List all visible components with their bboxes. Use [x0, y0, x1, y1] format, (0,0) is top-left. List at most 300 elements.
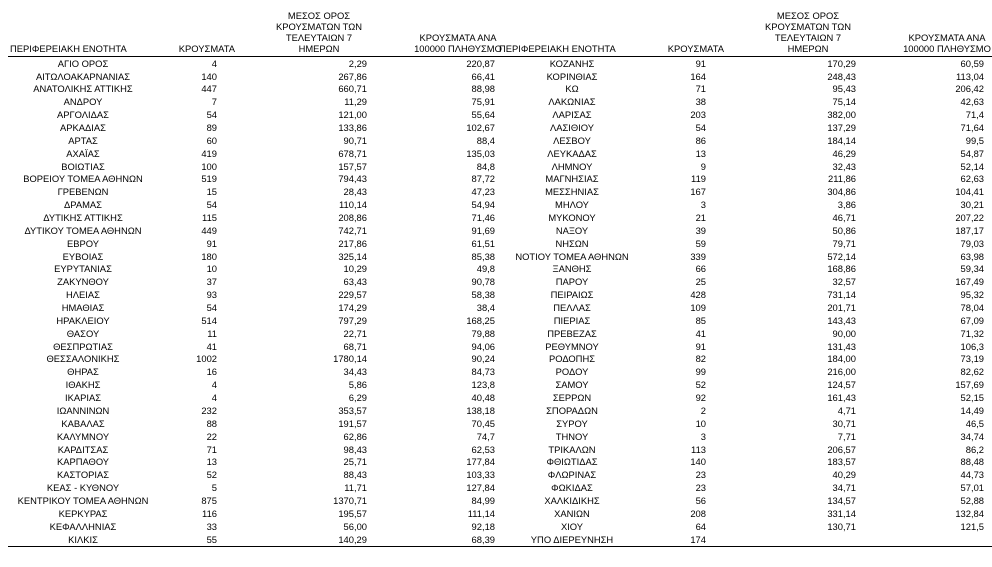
cell-cases-per-100k: 85,38 [471, 250, 495, 262]
table-row [497, 456, 992, 469]
right-cases-table [497, 10, 992, 547]
cell-7day-average: 46,71 [832, 212, 856, 224]
cell-7day-average: 216,00 [827, 366, 856, 378]
cell-cases-per-100k: 103,33 [466, 469, 495, 481]
cell-regional-unit: ΛΗΜΝΟΥ [551, 160, 593, 172]
table-row [8, 121, 503, 134]
cell-7day-average: 56,00 [343, 520, 367, 532]
cell-cases: 11 [207, 327, 217, 339]
table-row [497, 224, 992, 237]
table-row [497, 276, 992, 289]
cell-7day-average: 28,43 [343, 186, 367, 198]
cell-7day-average: 248,43 [827, 70, 856, 82]
cell-7day-average: 191,57 [338, 417, 367, 429]
cell-regional-unit: ΥΠΟ ΔΙΕΡΕΥΝΗΣΗ [497, 533, 647, 546]
cell-regional-unit: ΚΑΡΠΑΘΟΥ [56, 456, 110, 468]
cell-cases: 174 [647, 533, 724, 546]
cell-7day-average: 11,71 [344, 482, 367, 494]
cell-7day-average: 98,43 [343, 443, 367, 455]
cell-regional-unit: ΘΑΣΟΥ [66, 327, 100, 339]
table-row [8, 147, 503, 160]
cell-cases: 82 [695, 353, 706, 365]
cell-7day-average: 40,29 [832, 469, 856, 481]
cell-cases-per-100k: 106,3 [960, 340, 984, 352]
cell-regional-unit: ΓΡΕΒΕΝΩΝ [57, 186, 109, 198]
cell-cases: 180 [201, 250, 217, 262]
table-row [497, 83, 992, 96]
table-row [8, 160, 503, 173]
cell-regional-unit: ΠΙΕΡΙΑΣ [553, 314, 591, 326]
cell-cases: 4 [211, 392, 217, 404]
cell-7day-average: 731,14 [827, 289, 856, 301]
cell-cases: 109 [690, 302, 706, 314]
cell-cases-per-100k: 71,64 [960, 122, 984, 134]
cell-7day-average: 161,43 [827, 392, 856, 404]
cell-cases: 23 [695, 482, 706, 494]
table-row [8, 301, 503, 314]
table-row [8, 224, 503, 237]
cell-cases: 4 [211, 379, 217, 391]
cell-cases-per-100k: 220,87 [466, 57, 495, 69]
cell-cases-per-100k: 52,88 [960, 494, 984, 506]
header-7day-average: ΜΕΣΟΣ ΟΡΟΣ ΚΡΟΥΣΜΑΤΩΝ ΤΩΝ ΤΕΛΕΥΤΑΙΩΝ 7 ΗΜΕΡΩΝ [724, 10, 892, 57]
table-row [497, 314, 992, 327]
table-row [8, 494, 503, 507]
table-row [8, 57, 503, 70]
cell-7day-average: 168,86 [827, 263, 856, 275]
cell-regional-unit: ΤΡΙΚΑΛΩΝ [548, 443, 596, 455]
cell-regional-unit: ΕΥΒΟΙΑΣ [62, 250, 104, 262]
cell-7day-average: 1780,14 [333, 353, 367, 365]
cell-7day-average: 34,43 [343, 366, 367, 378]
cell-cases: 88 [206, 417, 217, 429]
cell-7day-average: 208,86 [338, 212, 367, 224]
cell-7day-average: 183,57 [827, 456, 856, 468]
table-row [497, 404, 992, 417]
cell-cases-per-100k: 94,06 [471, 340, 495, 352]
cell-7day-average: 110,14 [339, 199, 367, 211]
cell-cases: 2 [700, 404, 706, 416]
cell-regional-unit: ΑΡΚΑΔΙΑΣ [60, 122, 106, 134]
table-row [497, 250, 992, 263]
cell-regional-unit: ΚΟΖΑΝΗΣ [549, 57, 595, 69]
cell-cases: 13 [206, 456, 217, 468]
table-row [497, 378, 992, 391]
cell-7day-average: 217,86 [338, 237, 367, 249]
cell-7day-average: 170,29 [827, 57, 856, 69]
table-row [497, 443, 992, 456]
cell-cases-per-100k: 187,17 [955, 224, 984, 236]
cell-cases-per-100k: 70,45 [471, 417, 495, 429]
cell-7day-average: 267,86 [338, 70, 367, 82]
cell-cases: 71 [206, 443, 217, 455]
cell-cases-per-100k: 71,4 [965, 109, 984, 121]
cell-7day-average: 79,71 [832, 237, 856, 249]
cell-cases-per-100k: 86,2 [965, 443, 984, 455]
cell-regional-unit: ΠΕΙΡΑΙΩΣ [550, 289, 594, 301]
cell-cases: 116 [202, 507, 217, 519]
table-row [8, 443, 503, 456]
cell-cases-per-100k: 14,49 [960, 404, 984, 416]
cell-cases-per-100k: 95,32 [960, 289, 984, 301]
table-row [8, 520, 503, 533]
cell-cases-per-100k: 102,67 [466, 122, 495, 134]
cell-cases: 428 [690, 289, 706, 301]
cell-cases-per-100k: 121,5 [960, 520, 984, 532]
cell-regional-unit: ΘΗΡΑΣ [67, 366, 99, 378]
table-row [8, 404, 503, 417]
cell-cases: 113 [691, 443, 706, 455]
cell-cases-per-100k: 63,98 [960, 250, 984, 262]
cell-7day-average: 30,71 [832, 417, 856, 429]
cell-regional-unit: ΔΥΤΙΚΟΥ ΤΟΜΕΑ ΑΘΗΝΩΝ [24, 224, 142, 236]
cell-7day-average: 32,57 [832, 276, 856, 288]
cell-cases: 167 [690, 186, 706, 198]
cell-cases: 10 [695, 417, 706, 429]
cell-cases-per-100k: 104,41 [955, 186, 984, 198]
cell-cases: 7 [211, 96, 217, 108]
cell-7day-average: 797,29 [338, 314, 367, 326]
cell-cases: 22 [206, 430, 217, 442]
cell-cases: 54 [206, 199, 217, 211]
table-row [497, 494, 992, 507]
cell-7day-average: 6,29 [348, 392, 367, 404]
table-row [8, 481, 503, 494]
cell-cases: 39 [695, 224, 706, 236]
cell-7day-average: 25,71 [343, 456, 367, 468]
cell-7day-average: 157,57 [338, 160, 367, 172]
table-row [8, 533, 503, 546]
cell-cases: 37 [206, 276, 217, 288]
cell-cases-per-100k: 52,15 [960, 392, 984, 404]
table-row [8, 507, 503, 520]
cell-cases-per-100k: 88,48 [960, 456, 984, 468]
cell-cases: 5 [211, 482, 217, 494]
cell-7day-average: 95,43 [832, 83, 856, 95]
cell-regional-unit: ΚΕΦΑΛΛΗΝΙΑΣ [49, 520, 117, 532]
table-row [8, 366, 503, 379]
cell-cases-per-100k [892, 533, 992, 546]
cell-cases: 41 [206, 340, 217, 352]
header-cases-per-100k: ΚΡΟΥΣΜΑΤΑ ΑΝΑ 100000 ΠΛΗΘΥΣΜΟ [403, 10, 503, 57]
table-row [497, 147, 992, 160]
cell-cases-per-100k: 91,69 [471, 224, 495, 236]
cell-cases: 9 [700, 160, 706, 172]
cell-7day-average: 325,14 [338, 250, 367, 262]
cell-cases: 419 [201, 147, 217, 159]
cell-regional-unit: ΑΡΓΟΛΙΔΑΣ [57, 109, 109, 121]
cell-7day-average: 62,86 [343, 430, 367, 442]
table-row [8, 198, 503, 211]
cell-cases: 164 [690, 70, 706, 82]
cell-cases-per-100k: 61,51 [471, 237, 495, 249]
cell-cases-per-100k: 59,34 [960, 263, 984, 275]
table-row [8, 314, 503, 327]
cell-7day-average: 794,43 [338, 173, 367, 185]
cell-cases: 119 [691, 173, 706, 185]
cell-7day-average: 68,71 [343, 340, 367, 352]
cell-cases: 56 [695, 494, 706, 506]
cell-7day-average: 304,86 [827, 186, 856, 198]
cell-regional-unit: ΑΧΑΪΑΣ [66, 147, 100, 159]
cell-regional-unit: ΜΕΣΣΗΝΙΑΣ [545, 186, 599, 198]
cell-regional-unit: ΗΛΕΙΑΣ [66, 289, 100, 301]
cell-cases: 16 [206, 366, 217, 378]
cell-7day-average: 32,43 [832, 160, 856, 172]
cell-7day-average: 353,57 [338, 404, 367, 416]
cell-regional-unit: ΙΘΑΚΗΣ [65, 379, 101, 391]
table-row [497, 327, 992, 340]
cell-cases-per-100k: 78,04 [960, 302, 984, 314]
table-row [497, 237, 992, 250]
cell-regional-unit: ΧΑΝΙΩΝ [554, 507, 590, 519]
table-row [497, 340, 992, 353]
table-row [497, 263, 992, 276]
cell-7day-average: 88,43 [343, 469, 367, 481]
cell-regional-unit: ΛΑΚΩΝΙΑΣ [548, 96, 596, 108]
table-row [497, 186, 992, 199]
cell-regional-unit: ΜΑΓΝΗΣΙΑΣ [545, 173, 599, 185]
cell-7day-average: 75,14 [832, 96, 856, 108]
cell-cases-per-100k: 34,74 [960, 430, 984, 442]
cell-cases-per-100k: 79,03 [960, 237, 984, 249]
cell-regional-unit: ΚΩ [565, 83, 579, 95]
cell-cases-per-100k: 88,4 [476, 134, 495, 146]
cell-cases-per-100k: 71,46 [471, 212, 495, 224]
cell-cases-per-100k: 88,98 [471, 83, 495, 95]
cell-cases: 41 [695, 327, 706, 339]
cell-regional-unit: ΑΝΔΡΟΥ [63, 96, 103, 108]
cell-7day-average: 184,14 [827, 134, 856, 146]
table-row [8, 469, 503, 482]
table-row [497, 520, 992, 533]
table-row [8, 134, 503, 147]
cell-regional-unit: ΚΕΑΣ - ΚΥΘΝΟΥ [46, 482, 120, 494]
cell-cases-per-100k: 75,91 [471, 96, 495, 108]
cell-cases-per-100k: 207,22 [955, 212, 984, 224]
cell-regional-unit: ΔΡΑΜΑΣ [64, 199, 102, 211]
table-row [8, 391, 503, 404]
cell-regional-unit: ΑΙΤΩΛΟΑΚΑΡΝΑΝΙΑΣ [35, 70, 131, 82]
cell-7day-average: 211,86 [828, 173, 856, 185]
cell-cases: 91 [695, 57, 706, 69]
cell-cases: 3 [700, 199, 706, 211]
cell-cases: 208 [690, 507, 706, 519]
cell-regional-unit: ΚΕΡΚΥΡΑΣ [58, 507, 108, 519]
cell-regional-unit: ΑΡΤΑΣ [68, 134, 98, 146]
cell-cases: 514 [201, 314, 217, 326]
cell-cases: 3 [700, 430, 706, 442]
cell-regional-unit: ΗΡΑΚΛΕΙΟΥ [56, 314, 110, 326]
cell-cases-per-100k: 55,64 [471, 109, 495, 121]
cell-cases-per-100k: 54,87 [960, 147, 984, 159]
table-row [8, 327, 503, 340]
cell-regional-unit: ΚΑΒΑΛΑΣ [61, 417, 105, 429]
table-row [8, 456, 503, 469]
table-row [497, 288, 992, 301]
cell-cases: 54 [206, 109, 217, 121]
cell-cases-per-100k: 138,18 [466, 404, 495, 416]
cell-cases-per-100k: 40,48 [471, 392, 495, 404]
cell-7day-average: 90,71 [343, 134, 367, 146]
cell-cases-per-100k: 113,04 [956, 70, 984, 82]
cell-cases-per-100k: 87,72 [471, 173, 495, 185]
cell-7day-average: 382,00 [827, 109, 856, 121]
cell-regional-unit: ΛΑΡΙΣΑΣ [552, 109, 592, 121]
cell-regional-unit: ΚΙΛΚΙΣ [8, 533, 158, 546]
cell-7day-average [724, 533, 892, 546]
cell-cases-per-100k: 52,14 [960, 160, 984, 172]
table-row [497, 391, 992, 404]
cell-cases: 93 [206, 289, 217, 301]
cell-cases-per-100k: 206,42 [955, 83, 984, 95]
cell-7day-average: 331,14 [827, 507, 856, 519]
cell-cases-per-100k: 30,21 [960, 199, 984, 211]
cell-regional-unit: ΘΕΣΣΑΛΟΝΙΚΗΣ [46, 353, 120, 365]
cell-regional-unit: ΛΕΣΒΟΥ [553, 134, 591, 146]
cell-regional-unit: ΝΗΣΩΝ [555, 237, 589, 249]
cell-cases: 23 [695, 469, 706, 481]
cell-regional-unit: ΦΩΚΙΔΑΣ [551, 482, 593, 494]
cell-cases: 99 [695, 366, 706, 378]
cell-cases-per-100k: 79,88 [471, 327, 495, 339]
cell-cases-per-100k: 71,32 [960, 327, 984, 339]
cell-regional-unit: ΙΚΑΡΙΑΣ [64, 392, 102, 404]
cell-cases: 140 [201, 70, 217, 82]
cell-cases: 55 [158, 533, 235, 546]
cell-regional-unit: ΤΗΝΟΥ [555, 430, 589, 442]
cell-cases-per-100k: 157,69 [955, 379, 984, 391]
cell-regional-unit: ΕΒΡΟΥ [66, 237, 99, 249]
table-row [497, 198, 992, 211]
table-row [8, 353, 503, 366]
cell-cases-per-100k: 42,63 [960, 96, 984, 108]
table-row [497, 108, 992, 121]
cell-cases-per-100k: 62,63 [960, 173, 984, 185]
table-row [497, 173, 992, 186]
cell-regional-unit: ΔΥΤΙΚΗΣ ΑΤΤΙΚΗΣ [43, 212, 123, 224]
cell-cases: 21 [695, 212, 706, 224]
cell-regional-unit: ΣΕΡΡΩΝ [552, 392, 592, 404]
cell-cases: 59 [695, 237, 706, 249]
cell-7day-average: 678,71 [338, 147, 367, 159]
cell-cases: 89 [206, 122, 217, 134]
cell-7day-average: 134,57 [827, 494, 856, 506]
cell-7day-average: 34,71 [832, 482, 856, 494]
cell-cases-per-100k: 127,84 [466, 482, 495, 494]
cell-regional-unit: ΡΟΔΟΠΗΣ [548, 353, 596, 365]
cell-regional-unit: ΗΜΑΘΙΑΣ [61, 302, 105, 314]
cell-cases: 447 [201, 83, 217, 95]
cell-7day-average: 131,43 [827, 340, 856, 352]
cell-regional-unit: ΚΑΣΤΟΡΙΑΣ [56, 469, 110, 481]
cell-cases: 100 [201, 160, 217, 172]
cell-7day-average: 22,71 [343, 327, 367, 339]
cell-regional-unit: ΕΥΡΥΤΑΝΙΑΣ [54, 263, 112, 275]
cell-cases-per-100k: 73,19 [960, 353, 984, 365]
cell-cases-per-100k: 84,99 [471, 494, 495, 506]
table-row [497, 211, 992, 224]
cell-cases: 92 [695, 392, 706, 404]
cell-cases: 203 [690, 109, 706, 121]
cell-cases-per-100k: 90,24 [471, 353, 495, 365]
cell-7day-average: 130,71 [827, 520, 856, 532]
header-cases: ΚΡΟΥΣΜΑΤΑ [158, 10, 235, 57]
cell-cases: 91 [206, 237, 217, 249]
cell-7day-average: 11,29 [344, 96, 367, 108]
cell-cases: 339 [690, 250, 706, 262]
cell-7day-average: 195,57 [338, 507, 367, 519]
cell-cases-per-100k: 46,5 [965, 417, 984, 429]
cell-cases: 449 [201, 224, 217, 236]
cell-regional-unit: ΣΠΟΡΑΔΩΝ [546, 404, 598, 416]
cell-cases-per-100k: 60,59 [960, 57, 984, 69]
cell-cases-per-100k: 84,8 [476, 160, 495, 172]
cell-regional-unit: ΚΑΡΔΙΤΣΑΣ [57, 443, 109, 455]
cell-cases-per-100k: 135,03 [466, 147, 495, 159]
cell-cases-per-100k: 49,8 [476, 263, 495, 275]
cell-regional-unit: ΜΗΛΟΥ [555, 199, 589, 211]
cell-cases: 64 [695, 520, 706, 532]
cell-regional-unit: ΦΛΩΡΙΝΑΣ [547, 469, 597, 481]
cell-cases: 140 [690, 456, 706, 468]
cell-cases-per-100k: 67,09 [960, 314, 984, 326]
cell-cases-per-100k: 111,14 [467, 507, 495, 519]
table-row [8, 83, 503, 96]
cell-7day-average: 660,71 [338, 83, 367, 95]
cell-cases-per-100k: 47,23 [471, 186, 495, 198]
table-row [8, 173, 503, 186]
cell-7day-average: 174,29 [338, 302, 367, 314]
cell-7day-average: 50,86 [832, 224, 856, 236]
cell-7day-average: 124,57 [827, 379, 856, 391]
cell-cases-per-100k: 99,5 [965, 134, 984, 146]
table-row [8, 430, 503, 443]
cell-regional-unit: ΡΟΔΟΥ [555, 366, 589, 378]
cell-regional-unit: ΑΝΑΤΟΛΙΚΗΣ ΑΤΤΙΚΗΣ [33, 83, 133, 95]
table-row [497, 353, 992, 366]
cell-cases-per-100k: 82,62 [960, 366, 984, 378]
cell-cases: 25 [695, 276, 706, 288]
cell-regional-unit: ΧΑΛΚΙΔΙΚΗΣ [544, 494, 600, 506]
cell-cases: 86 [695, 134, 706, 146]
table-row [497, 481, 992, 494]
cell-cases: 232 [201, 404, 217, 416]
cell-regional-unit: ΝΑΞΟΥ [555, 224, 589, 236]
cell-cases: 4 [211, 57, 217, 69]
cell-7day-average: 184,00 [827, 353, 856, 365]
cell-cases-per-100k: 132,84 [955, 507, 984, 519]
cell-cases-per-100k: 58,38 [471, 289, 495, 301]
cell-7day-average: 229,57 [338, 289, 367, 301]
table-row [497, 430, 992, 443]
cell-7day-average: 133,86 [338, 122, 367, 134]
table-row [497, 57, 992, 70]
cell-regional-unit: ΚΟΡΙΝΘΙΑΣ [546, 70, 598, 82]
header-cases-per-100k: ΚΡΟΥΣΜΑΤΑ ΑΝΑ 100000 ΠΛΗΘΥΣΜΟ [892, 10, 992, 57]
cell-cases: 38 [695, 96, 706, 108]
cell-7day-average: 137,29 [827, 122, 856, 134]
cell-cases: 33 [206, 520, 217, 532]
cell-regional-unit: ΣΑΜΟΥ [555, 379, 589, 391]
cell-regional-unit: ΠΡΕΒΕΖΑΣ [547, 327, 597, 339]
cell-cases: 71 [695, 83, 706, 95]
cell-cases: 10 [206, 263, 217, 275]
cell-regional-unit: ΣΥΡΟΥ [556, 417, 588, 429]
table-row [497, 301, 992, 314]
cell-cases-per-100k: 62,53 [471, 443, 495, 455]
table-row [497, 160, 992, 173]
